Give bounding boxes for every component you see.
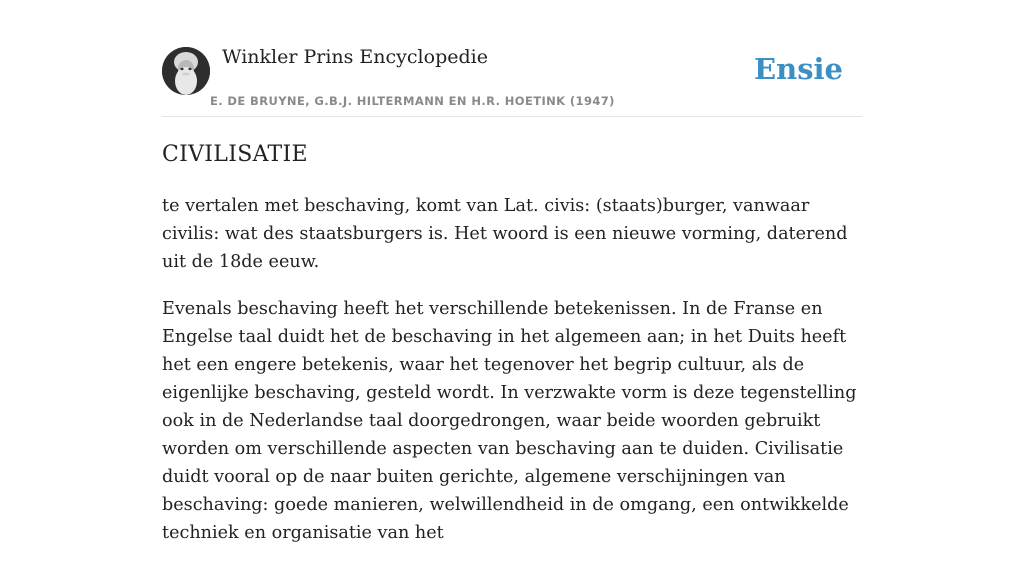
avatar-portrait-graphic	[162, 47, 210, 95]
page	[162, 0, 862, 543]
encyclopedia-title[interactable]: Winkler Prins Encyclopedie	[222, 46, 488, 68]
entry-paragraph-1: te vertalen met beschaving, komt van Lat. civis: (staats)burger, vanwaar civilis: wat des staatsburgers is. Het woord is een nieuwe vorming, daterend uit de 18de eeuw.	[162, 196, 848, 272]
authors-line: E. DE BRUYNE, G.B.J. HILTERMANN EN H.R. HOETINK (1947)	[210, 94, 615, 108]
header	[162, 0, 862, 117]
entry-paragraph-2: Evenals beschaving heeft het verschillende betekenissen. In de Franse en Engelse taal duidt het de beschaving in het algemeen aan; in het Duits heeft het een engere betekenis, waar het tegenover het begrip cultuur, als de eigenlijke beschaving, gesteld wordt. In verzwakte vorm is deze tegenstelling ook in de Nederlandse taal doorgedrongen, waar beide woorden gebruikt worden om verschillende aspecten van beschaving aan te duiden. Civilisatie duidt vooral op de naar buiten gerichte, algemene verschijningen van beschaving: goede manieren, welwillendheid in de omgang, een ontwikkelde techniek en organisatie van het	[162, 299, 857, 543]
entry-title: CIVILISATIE	[162, 142, 308, 167]
ensie-logo[interactable]: Ensie	[754, 52, 843, 86]
entry-body	[162, 192, 862, 566]
bearded-man-portrait-icon[interactable]	[162, 47, 210, 95]
